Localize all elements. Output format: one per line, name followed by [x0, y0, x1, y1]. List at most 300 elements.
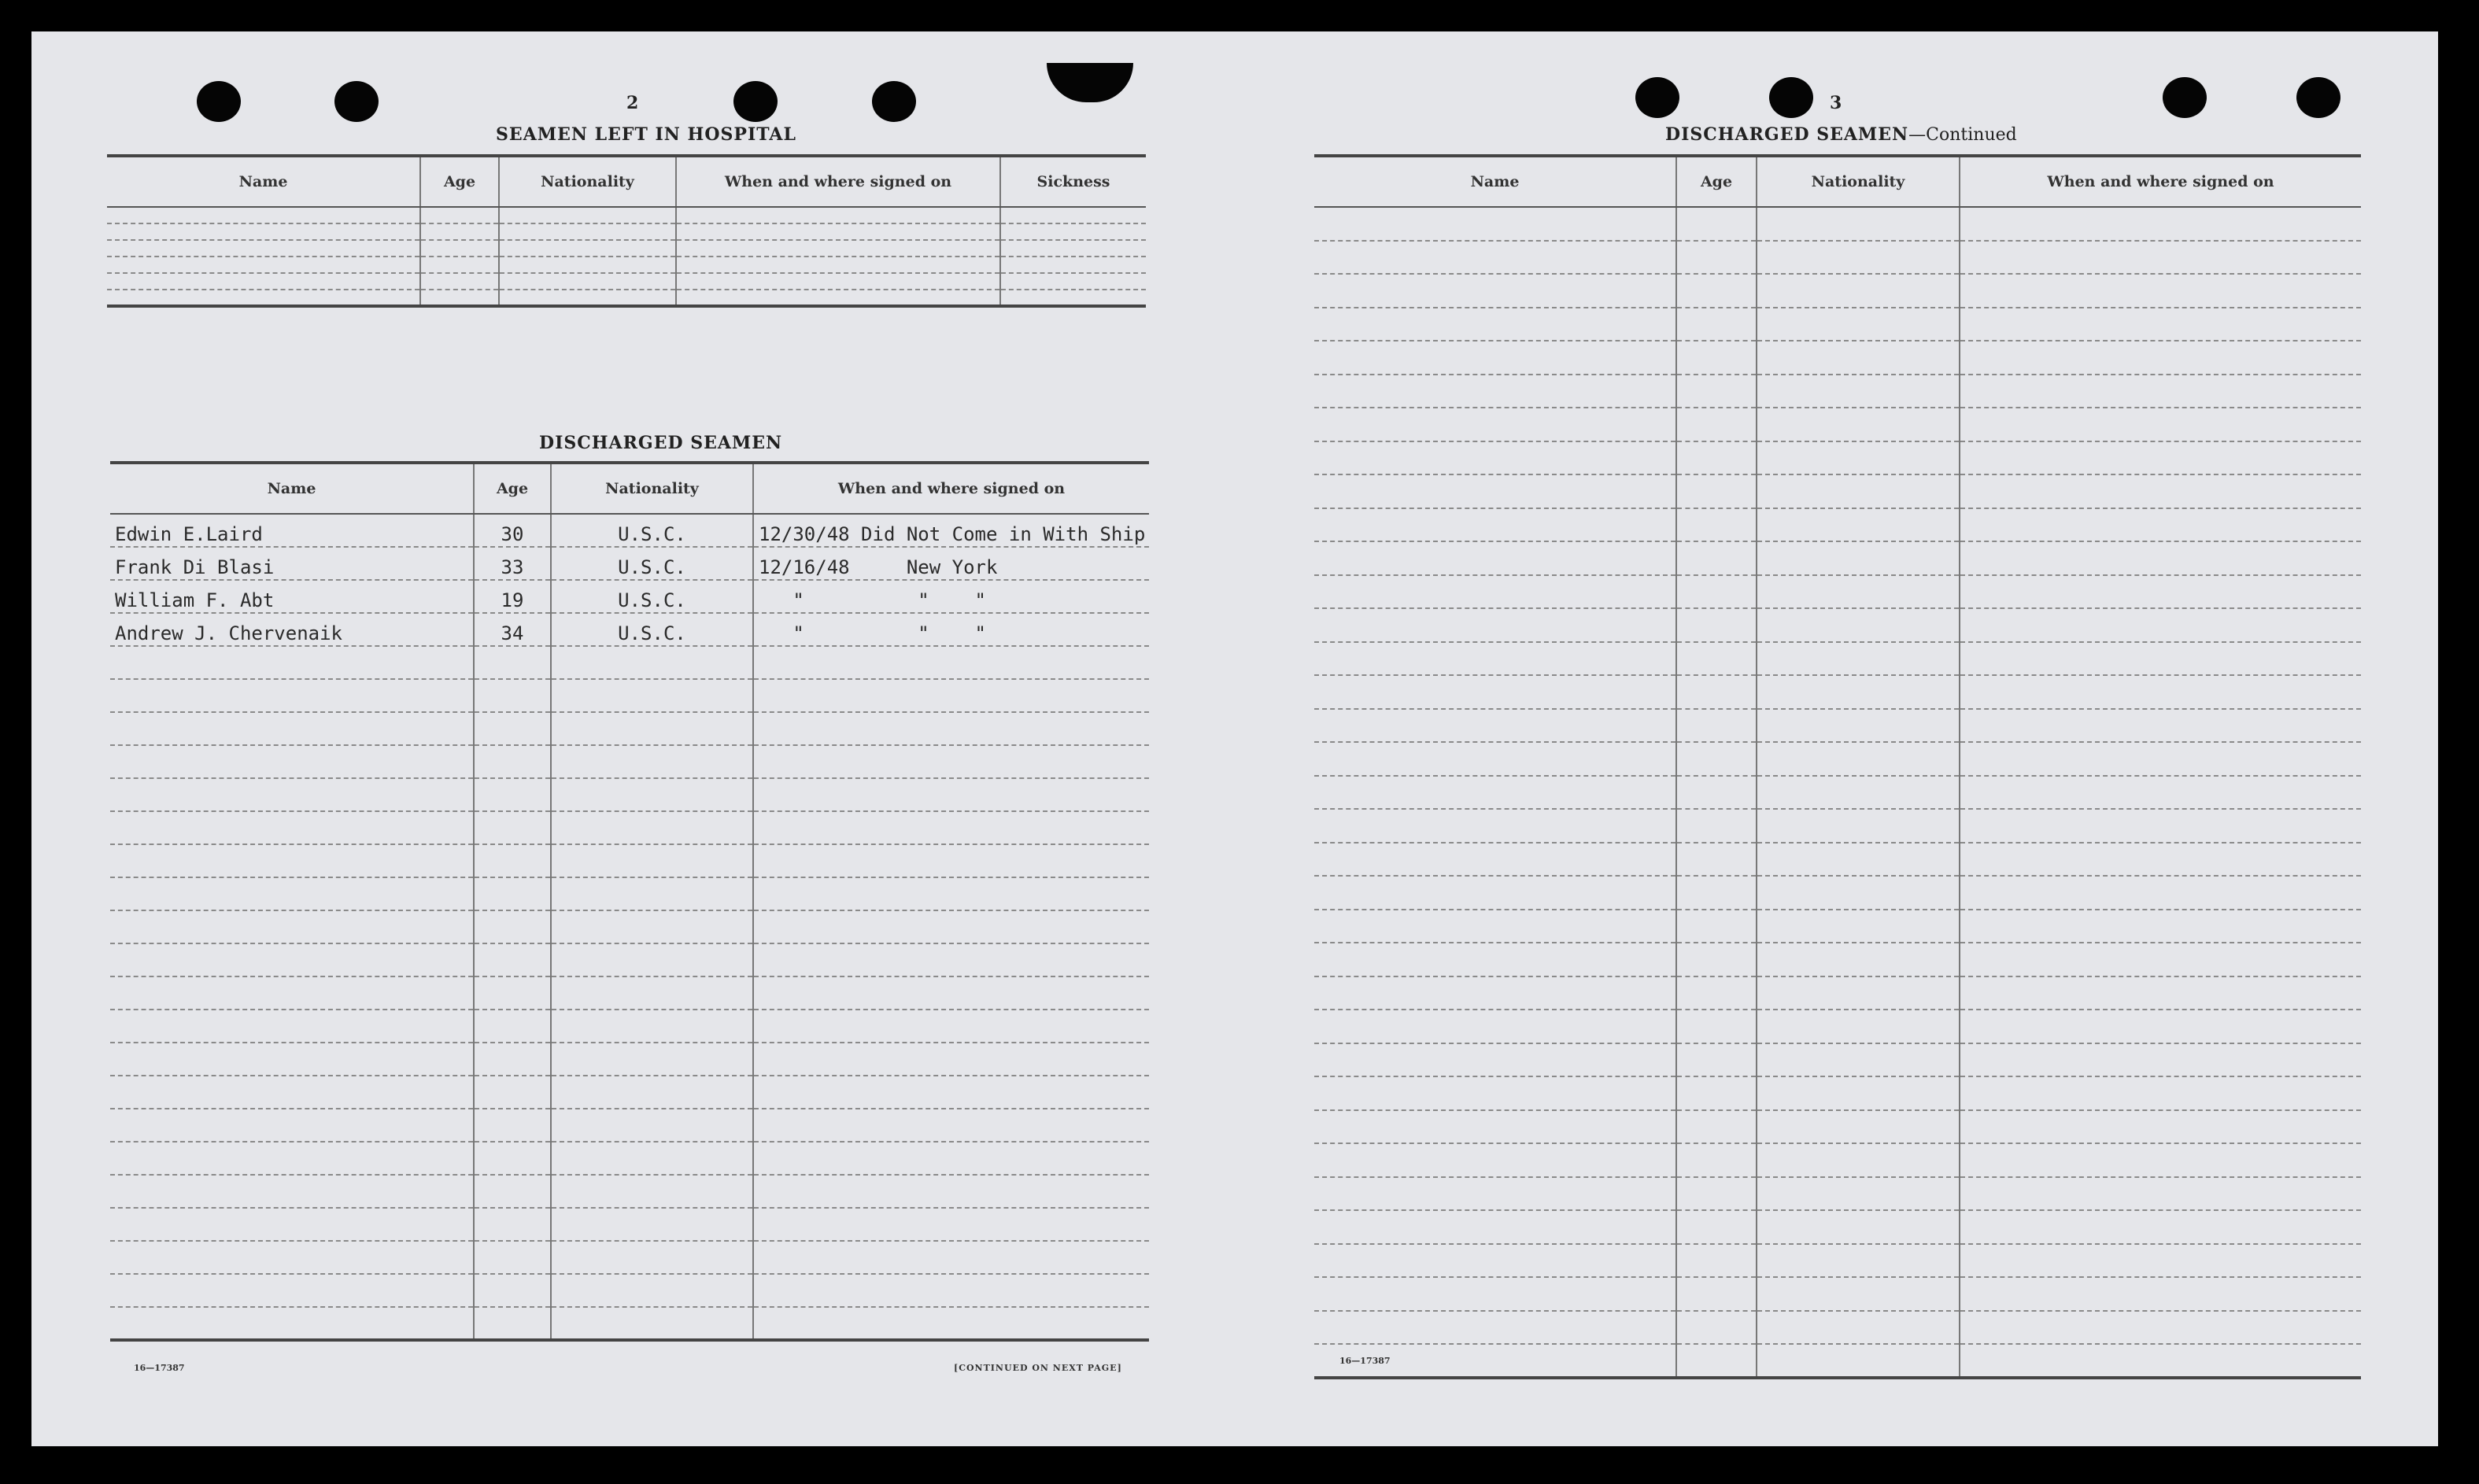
empty-cell — [1314, 876, 1676, 910]
empty-cell — [110, 943, 474, 976]
empty-cell — [753, 976, 1149, 1010]
empty-cell — [1757, 1110, 1960, 1144]
empty-cell — [499, 207, 676, 223]
empty-cell — [110, 811, 474, 844]
empty-cell — [110, 877, 474, 910]
empty-cell — [551, 1175, 753, 1208]
empty-cell — [676, 273, 1000, 290]
cell-age: 19 — [474, 580, 551, 613]
empty-cell — [1676, 976, 1757, 1010]
empty-cell — [110, 679, 474, 712]
cell-name: Andrew J. Chervenaik — [110, 613, 474, 646]
empty-cell — [1960, 1344, 2361, 1378]
empty-cell — [753, 1076, 1149, 1109]
table-row — [1314, 709, 2361, 743]
table-row — [110, 1142, 1149, 1175]
empty-cell — [107, 257, 420, 273]
table-row — [1314, 809, 2361, 843]
empty-cell — [420, 240, 499, 257]
empty-cell — [1314, 1076, 1676, 1110]
col-header-name: Name — [1314, 156, 1676, 207]
table-row — [1314, 910, 2361, 943]
table-row — [1314, 1311, 2361, 1345]
table-row — [107, 290, 1146, 306]
form-number-right: 16—17387 — [1339, 1356, 1391, 1366]
cell-age: 34 — [474, 613, 551, 646]
empty-cell — [474, 646, 551, 679]
table-row — [1314, 241, 2361, 275]
empty-cell — [1676, 241, 1757, 275]
empty-cell — [1757, 608, 1960, 642]
table-row — [110, 1010, 1149, 1043]
table-row — [110, 712, 1149, 745]
empty-cell — [1676, 910, 1757, 943]
empty-cell — [753, 1307, 1149, 1340]
empty-cell — [1314, 207, 1676, 241]
empty-cell — [753, 646, 1149, 679]
cell-signed-on: 12/30/48 Did Not Come in With Ship — [753, 514, 1149, 547]
col-header-nationality: Nationality — [551, 463, 753, 514]
empty-cell — [110, 1274, 474, 1307]
empty-cell — [1757, 1010, 1960, 1043]
table-row — [110, 514, 1149, 547]
empty-cell — [474, 712, 551, 745]
col-header-name: Name — [110, 463, 474, 514]
punch-hole — [872, 81, 916, 122]
empty-cell — [1757, 910, 1960, 943]
empty-cell — [110, 1241, 474, 1274]
empty-cell — [1676, 207, 1757, 241]
empty-cell — [110, 712, 474, 745]
empty-cell — [1676, 1110, 1757, 1144]
cell-name: Frank Di Blasi — [110, 547, 474, 580]
table-row — [1314, 1210, 2361, 1244]
empty-cell — [1757, 375, 1960, 408]
empty-cell — [110, 778, 474, 811]
table-row — [1314, 375, 2361, 408]
empty-cell — [110, 646, 474, 679]
cell-signed-on: " " " — [753, 580, 1149, 613]
table-row — [110, 745, 1149, 778]
empty-cell — [1676, 575, 1757, 609]
empty-cell — [1676, 876, 1757, 910]
cell-nationality: U.S.C. — [551, 514, 753, 547]
empty-cell — [1314, 1010, 1676, 1043]
empty-cell — [753, 1109, 1149, 1142]
table-row — [1314, 341, 2361, 375]
empty-cell — [474, 877, 551, 910]
empty-cell — [1960, 709, 2361, 743]
table-row — [1314, 1110, 2361, 1144]
hospital-rows — [107, 207, 1146, 306]
empty-cell — [1314, 1277, 1676, 1311]
table-row — [110, 943, 1149, 976]
empty-cell — [753, 1175, 1149, 1208]
empty-cell — [474, 1142, 551, 1175]
empty-cell — [1676, 341, 1757, 375]
empty-cell — [1314, 1177, 1676, 1211]
empty-cell — [1000, 257, 1146, 273]
cell-name: Edwin E.Laird — [110, 514, 474, 547]
table-row — [110, 547, 1149, 580]
empty-cell — [551, 1142, 753, 1175]
empty-cell — [1960, 642, 2361, 676]
empty-cell — [676, 290, 1000, 306]
empty-cell — [551, 712, 753, 745]
empty-cell — [1314, 441, 1676, 475]
empty-cell — [1314, 508, 1676, 542]
empty-cell — [1960, 675, 2361, 709]
empty-cell — [551, 1307, 753, 1340]
empty-cell — [110, 1175, 474, 1208]
col-header-signed-on: When and where signed on — [753, 463, 1149, 514]
col-header-name: Name — [107, 156, 420, 207]
col-header-sickness: Sickness — [1000, 156, 1146, 207]
empty-cell — [474, 745, 551, 778]
continued-title-suffix: —Continued — [1908, 125, 2017, 145]
empty-cell — [1757, 1244, 1960, 1278]
empty-cell — [1757, 776, 1960, 810]
empty-cell — [499, 223, 676, 240]
table-row — [1314, 1344, 2361, 1378]
empty-cell — [1757, 709, 1960, 743]
empty-cell — [1960, 441, 2361, 475]
empty-cell — [110, 1307, 474, 1340]
empty-cell — [551, 745, 753, 778]
empty-cell — [1960, 776, 2361, 810]
empty-cell — [753, 1274, 1149, 1307]
empty-cell — [1960, 408, 2361, 441]
empty-cell — [499, 240, 676, 257]
empty-cell — [1960, 241, 2361, 275]
table-row — [110, 1109, 1149, 1142]
empty-cell — [1314, 608, 1676, 642]
col-header-age: Age — [474, 463, 551, 514]
table-row — [1314, 742, 2361, 776]
empty-cell — [1314, 474, 1676, 508]
empty-cell — [551, 910, 753, 943]
empty-cell — [1757, 474, 1960, 508]
empty-cell — [474, 679, 551, 712]
empty-cell — [474, 1241, 551, 1274]
empty-cell — [1757, 1311, 1960, 1345]
empty-cell — [110, 844, 474, 877]
empty-cell — [1314, 541, 1676, 575]
empty-cell — [551, 877, 753, 910]
empty-cell — [753, 778, 1149, 811]
empty-cell — [753, 1010, 1149, 1043]
empty-cell — [474, 1208, 551, 1241]
empty-cell — [1676, 441, 1757, 475]
empty-cell — [1960, 876, 2361, 910]
empty-cell — [1960, 1311, 2361, 1345]
empty-cell — [753, 745, 1149, 778]
empty-cell — [474, 1010, 551, 1043]
empty-cell — [474, 778, 551, 811]
cell-age: 33 — [474, 547, 551, 580]
empty-cell — [1757, 876, 1960, 910]
form-sheet — [31, 31, 2438, 1446]
empty-cell — [1757, 274, 1960, 308]
table-row — [110, 1307, 1149, 1340]
empty-cell — [1000, 290, 1146, 306]
empty-cell — [110, 976, 474, 1010]
empty-cell — [474, 943, 551, 976]
empty-cell — [1960, 207, 2361, 241]
empty-cell — [1960, 608, 2361, 642]
table-row — [1314, 308, 2361, 341]
table-row — [110, 910, 1149, 943]
empty-cell — [551, 811, 753, 844]
empty-cell — [1960, 742, 2361, 776]
empty-cell — [1676, 1277, 1757, 1311]
empty-cell — [1757, 1344, 1960, 1378]
col-header-signed-on: When and where signed on — [1960, 156, 2361, 207]
empty-cell — [499, 257, 676, 273]
empty-cell — [1676, 943, 1757, 976]
empty-cell — [1314, 1311, 1676, 1345]
empty-cell — [1757, 1277, 1960, 1311]
empty-cell — [1314, 274, 1676, 308]
empty-cell — [676, 257, 1000, 273]
empty-cell — [1757, 541, 1960, 575]
table-row — [1314, 1244, 2361, 1278]
cell-nationality: U.S.C. — [551, 580, 753, 613]
empty-cell — [474, 1109, 551, 1142]
cell-nationality: U.S.C. — [551, 613, 753, 646]
empty-cell — [1757, 408, 1960, 441]
empty-cell — [110, 1010, 474, 1043]
table-row — [1314, 1010, 2361, 1043]
empty-cell — [1314, 1110, 1676, 1144]
empty-cell — [1757, 308, 1960, 341]
table-row — [1314, 274, 2361, 308]
page-number-right: 3 — [1830, 93, 1842, 113]
cell-signed-on: " " " — [753, 613, 1149, 646]
empty-cell — [1314, 709, 1676, 743]
table-row — [110, 679, 1149, 712]
table-row — [1314, 1043, 2361, 1077]
punch-hole — [733, 81, 778, 122]
empty-cell — [474, 910, 551, 943]
continued-title-main: DISCHARGED SEAMEN — [1665, 124, 1909, 145]
empty-cell — [1676, 375, 1757, 408]
hospital-table — [107, 154, 1146, 308]
table-row — [110, 1043, 1149, 1076]
table-row — [110, 811, 1149, 844]
empty-cell — [420, 273, 499, 290]
empty-cell — [1757, 843, 1960, 877]
col-header-age: Age — [1676, 156, 1757, 207]
continued-discharged-table — [1314, 154, 2361, 1379]
empty-cell — [474, 976, 551, 1010]
empty-cell — [1676, 274, 1757, 308]
empty-cell — [1314, 408, 1676, 441]
table-row — [1314, 608, 2361, 642]
empty-cell — [753, 1043, 1149, 1076]
empty-cell — [1960, 474, 2361, 508]
empty-cell — [676, 207, 1000, 223]
table-row — [1314, 843, 2361, 877]
empty-cell — [551, 1208, 753, 1241]
empty-cell — [110, 1043, 474, 1076]
table-row — [110, 1274, 1149, 1307]
cell-age: 30 — [474, 514, 551, 547]
empty-cell — [1960, 976, 2361, 1010]
empty-cell — [107, 290, 420, 306]
table-row — [1314, 1143, 2361, 1177]
empty-cell — [1960, 541, 2361, 575]
table-row — [1314, 1177, 2361, 1211]
empty-cell — [1314, 375, 1676, 408]
empty-cell — [1676, 1311, 1757, 1345]
table-row — [107, 273, 1146, 290]
empty-cell — [1757, 207, 1960, 241]
empty-cell — [551, 646, 753, 679]
empty-cell — [1757, 642, 1960, 676]
empty-cell — [1314, 341, 1676, 375]
empty-cell — [1676, 642, 1757, 676]
empty-cell — [1676, 474, 1757, 508]
empty-cell — [753, 679, 1149, 712]
empty-cell — [1757, 1210, 1960, 1244]
table-row — [1314, 474, 2361, 508]
empty-cell — [1314, 241, 1676, 275]
empty-cell — [1960, 1244, 2361, 1278]
empty-cell — [1960, 575, 2361, 609]
empty-cell — [1676, 709, 1757, 743]
empty-cell — [551, 1076, 753, 1109]
empty-cell — [551, 1241, 753, 1274]
empty-cell — [753, 877, 1149, 910]
empty-cell — [1314, 642, 1676, 676]
empty-cell — [753, 1241, 1149, 1274]
empty-cell — [551, 1043, 753, 1076]
empty-cell — [420, 223, 499, 240]
table-row — [110, 646, 1149, 679]
discharged-rows — [110, 514, 1149, 1340]
empty-cell — [1960, 910, 2361, 943]
empty-cell — [1757, 1177, 1960, 1211]
empty-cell — [1757, 575, 1960, 609]
empty-cell — [1676, 541, 1757, 575]
continued-note: [CONTINUED ON NEXT PAGE] — [954, 1363, 1122, 1373]
table-row — [1314, 943, 2361, 976]
cell-nationality: U.S.C. — [551, 547, 753, 580]
empty-cell — [551, 1274, 753, 1307]
empty-cell — [1676, 1143, 1757, 1177]
empty-cell — [1314, 1244, 1676, 1278]
empty-cell — [551, 1109, 753, 1142]
empty-cell — [474, 1043, 551, 1076]
empty-cell — [474, 844, 551, 877]
empty-cell — [1676, 1244, 1757, 1278]
cell-name: William F. Abt — [110, 580, 474, 613]
empty-cell — [1757, 943, 1960, 976]
paper-notch — [1047, 63, 1133, 102]
empty-cell — [1314, 910, 1676, 943]
empty-cell — [1960, 1277, 2361, 1311]
empty-cell — [1676, 1177, 1757, 1211]
table-row — [107, 223, 1146, 240]
empty-cell — [1757, 241, 1960, 275]
table-row — [1314, 642, 2361, 676]
empty-cell — [110, 1109, 474, 1142]
empty-cell — [1676, 1043, 1757, 1077]
empty-cell — [420, 257, 499, 273]
punch-hole — [1769, 77, 1813, 118]
table-row — [1314, 675, 2361, 709]
empty-cell — [551, 976, 753, 1010]
empty-cell — [551, 679, 753, 712]
empty-cell — [551, 943, 753, 976]
form-number-left: 16—17387 — [134, 1363, 185, 1373]
empty-cell — [110, 1142, 474, 1175]
table-row — [110, 778, 1149, 811]
empty-cell — [1676, 508, 1757, 542]
empty-cell — [1314, 776, 1676, 810]
punch-hole — [1635, 77, 1679, 118]
empty-cell — [1757, 1143, 1960, 1177]
empty-cell — [420, 290, 499, 306]
empty-cell — [1676, 1210, 1757, 1244]
empty-cell — [1960, 341, 2361, 375]
empty-cell — [110, 745, 474, 778]
table-row — [1314, 876, 2361, 910]
table-row — [110, 580, 1149, 613]
empty-cell — [1960, 809, 2361, 843]
col-header-nationality: Nationality — [499, 156, 676, 207]
col-header-nationality: Nationality — [1757, 156, 1960, 207]
empty-cell — [1314, 809, 1676, 843]
empty-cell — [1000, 223, 1146, 240]
empty-cell — [1960, 375, 2361, 408]
empty-cell — [1676, 809, 1757, 843]
table-row — [110, 877, 1149, 910]
empty-cell — [551, 844, 753, 877]
table-row — [1314, 1076, 2361, 1110]
empty-cell — [110, 1208, 474, 1241]
empty-cell — [1960, 843, 2361, 877]
empty-cell — [753, 943, 1149, 976]
punch-hole — [2296, 77, 2340, 118]
table-row — [1314, 207, 2361, 241]
table-row — [107, 207, 1146, 223]
table-row — [110, 1241, 1149, 1274]
table-row — [1314, 541, 2361, 575]
empty-cell — [1757, 742, 1960, 776]
empty-cell — [1314, 843, 1676, 877]
empty-cell — [1960, 1143, 2361, 1177]
table-row — [107, 257, 1146, 273]
table-row — [1314, 575, 2361, 609]
table-row — [110, 613, 1149, 646]
empty-cell — [1676, 843, 1757, 877]
empty-cell — [753, 811, 1149, 844]
col-header-age: Age — [420, 156, 499, 207]
empty-cell — [1314, 943, 1676, 976]
empty-cell — [107, 273, 420, 290]
empty-cell — [1960, 943, 2361, 976]
empty-cell — [474, 1307, 551, 1340]
empty-cell — [1000, 240, 1146, 257]
empty-cell — [1757, 675, 1960, 709]
empty-cell — [474, 1175, 551, 1208]
empty-cell — [499, 273, 676, 290]
table-row — [110, 1076, 1149, 1109]
empty-cell — [1757, 1043, 1960, 1077]
empty-cell — [1676, 608, 1757, 642]
